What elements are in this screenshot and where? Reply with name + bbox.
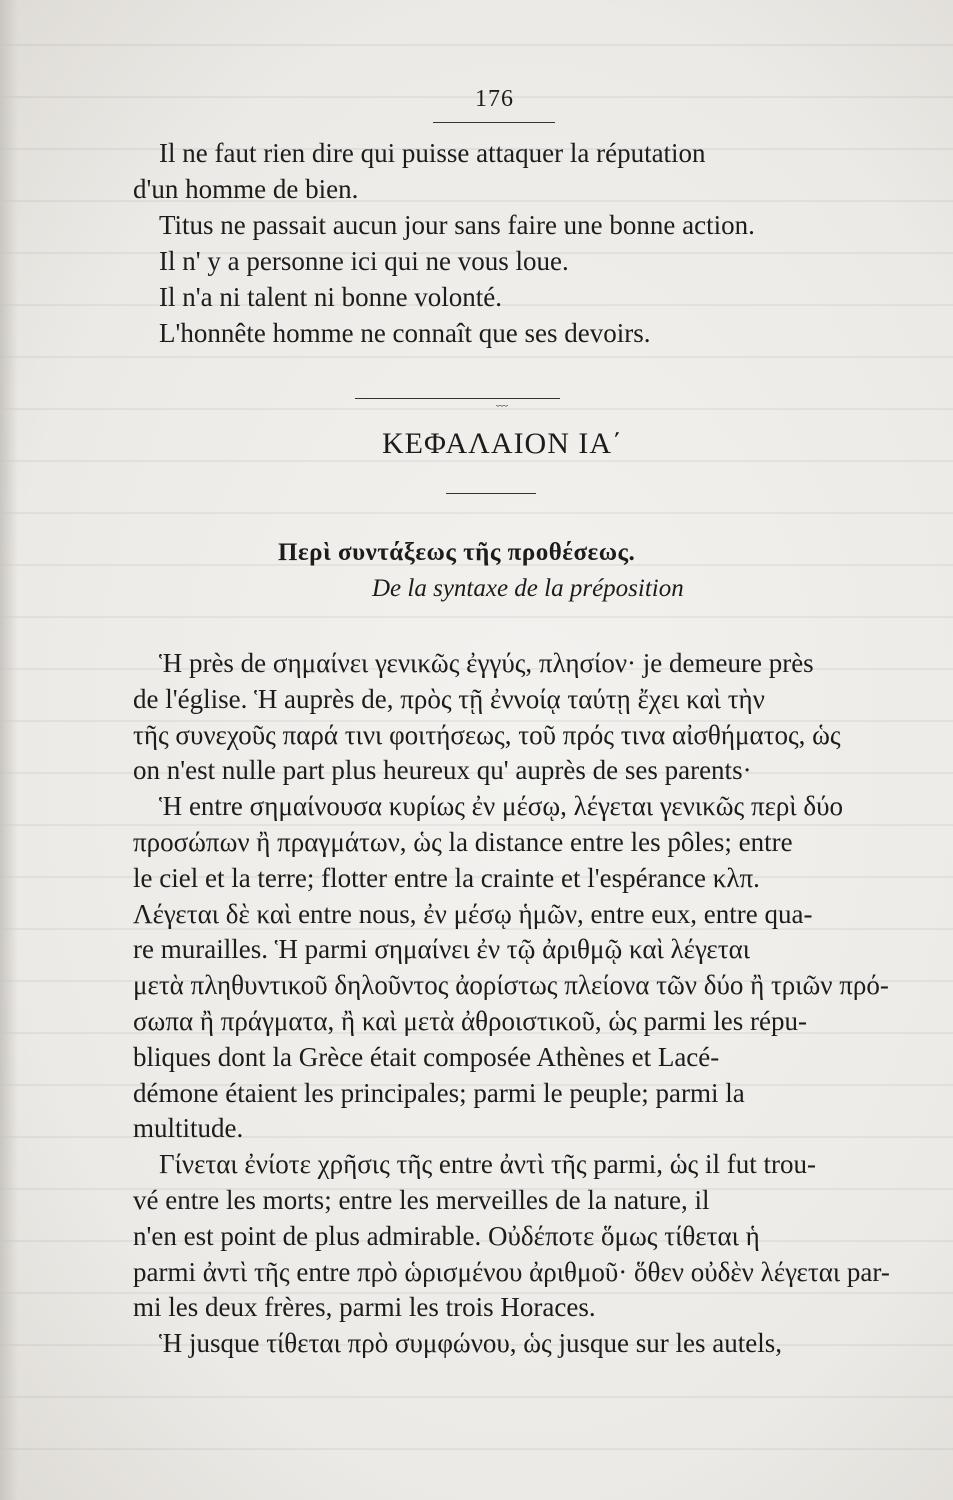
body-line: Ἡ entre σημαίνουσα κυρίως ἐν μέσῳ, λέγεται γενικῶς περὶ δύο <box>159 791 844 822</box>
page-number: 176 <box>475 86 514 112</box>
body-line: multitude. <box>133 1113 244 1144</box>
body-line: bliques dont la Grèce était composée Athènes et Lacé- <box>133 1041 720 1072</box>
section-heading-french: De la syntaxe de la préposition <box>372 575 684 602</box>
header-rule <box>433 122 555 123</box>
chapter-rule <box>446 493 536 494</box>
page-edge-shadow <box>0 0 18 1500</box>
body-line: σωπα ἢ πράγματα, ἢ καὶ μετὰ ἀθροιστικοῦ, ὡς parmi les répu- <box>133 1005 807 1036</box>
body-line: on n'est nulle part plus heureux qu' auprès de ses parents· <box>133 755 752 786</box>
example-sentences <box>133 135 878 351</box>
body-line: προσώπων ἢ πραγμάτων, ὡς la distance entre les pôles; entre <box>133 826 793 857</box>
example-line: Il ne faut rien dire qui puisse attaquer la réputation <box>159 138 706 168</box>
example-line: Titus ne passait aucun jour sans faire une bonne action. <box>159 210 755 240</box>
body-line: Ἡ jusque τίθεται πρὸ συμφώνου, ὡς jusque sur les autels, <box>159 1328 782 1359</box>
body-line: μετὰ πληθυντικοῦ δηλοῦντος ἀορίστως πλείονα τῶν δύο ἢ τριῶν πρό- <box>133 970 889 1001</box>
body-line: re murailles. Ἡ parmi σημαίνει ἐν τῷ ἀριθμῷ καὶ λέγεται <box>133 934 751 965</box>
chapter-title: ΚΕΦΑΛΑΙΟΝ ΙΑ΄ <box>382 427 624 460</box>
body-line: τῆς συνεχοῦς παρά τινι φοιτήσεως, τοῦ πρός τινα αἰσθήματος, ὡς <box>133 719 841 750</box>
body-line: Λέγεται δὲ καὶ entre nous, ἐν μέσῳ ἡμῶν, entre eux, entre qua- <box>133 898 813 929</box>
example-line: L'honnête homme ne connaît que ses devoirs. <box>159 318 651 348</box>
body-line: n'en est point de plus admirable. Οὐδέποτε ὅμως τίθεται ἡ <box>133 1220 760 1251</box>
section-heading-greek: Περὶ συντάξεως τῆς προθέσεως. <box>278 539 636 566</box>
body-text <box>133 646 890 1362</box>
section-separator <box>355 398 560 399</box>
body-line: démone étaient les principales; parmi le peuple; parmi la <box>133 1077 745 1108</box>
body-line: le ciel et la terre; flotter entre la crainte et l'espérance κλπ. <box>133 862 760 893</box>
example-line: Il n' y a personne ici qui ne vous loue. <box>159 246 569 276</box>
example-line: Il n'a ni talent ni bonne volonté. <box>159 282 503 312</box>
body-line: Γίνεται ἐνίοτε χρῆσις τῆς entre ἀντὶ τῆς parmi, ὡς il fut trou- <box>159 1149 816 1180</box>
body-line: vé entre les morts; entre les merveilles de la nature, il <box>133 1184 710 1215</box>
separator-ornament: ﹏ <box>496 394 509 408</box>
example-line: d'un homme de bien. <box>133 174 359 204</box>
body-line: Ἡ près de σημαίνει γενικῶς ἐγγύς, πλησίον· je demeure près <box>159 648 814 678</box>
body-line: mi les deux frères, parmi les trois Horaces. <box>133 1292 596 1323</box>
body-line: parmi ἀντὶ τῆς entre πρὸ ὡρισμένου ἀριθμοῦ· ὅθεν οὐδὲν λέγεται par- <box>133 1256 890 1287</box>
body-line: de l'église. Ἡ auprès de, πρὸς τῇ ἐννοίᾳ ταύτῃ ἔχει καὶ τὴν <box>133 683 765 714</box>
